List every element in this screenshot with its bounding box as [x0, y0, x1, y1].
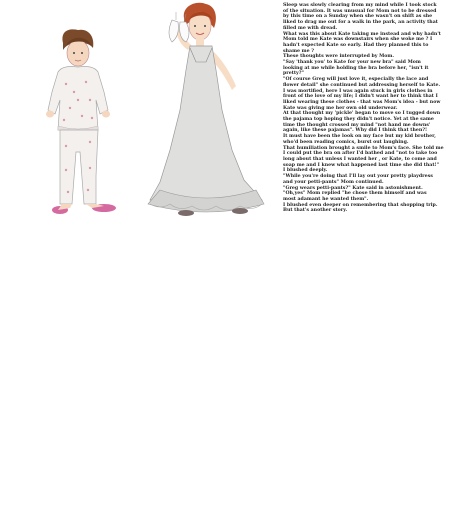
boy-in-pajamas-figure	[46, 29, 116, 214]
story-line: hadn't expected Kate so early. Had they planned this to	[283, 42, 429, 48]
story-line: At that thought my 'pickle' began to move so I tugged down	[283, 111, 441, 117]
story-line: shame me ?	[283, 48, 314, 54]
story-line: of the situation. It was unusual for Mom not to be dressed	[283, 8, 437, 14]
story-line: Mom told me Kate was downstairs when she woke me ? I	[283, 37, 433, 43]
story-line: soap me and I knew what happened last time she did that!"	[283, 162, 440, 168]
story-line: "Say 'thank you' to Kate for your new bra" said Mom	[283, 60, 421, 66]
story-line: and your petti-pants" Mom continued.	[283, 179, 384, 185]
story-line: "Of course Greg will just love it, especially the lace and	[283, 77, 429, 83]
story-line: Kate was giving me her own old underwear.	[283, 105, 398, 111]
story-line: "Oh,yes" Mom replied "he chose them himself and was	[283, 191, 427, 197]
story-line: What was this about Kate taking me instead and why hadn't	[283, 31, 441, 37]
story-line: front of the love of my life; I didn't want her to think that I	[283, 94, 438, 100]
story-line: I blushed deeply.	[283, 168, 328, 174]
story-line: Sleep was slowly clearing from my mind while I took stock	[283, 3, 437, 8]
story-line: I blushed even deeper on remembering that shopping trip.	[283, 202, 438, 208]
story-text	[283, 3, 471, 214]
story-line: It must have been the look on my face but my kid brother,	[283, 134, 436, 140]
story-line: But that's another story.	[283, 208, 348, 214]
illustration	[0, 0, 285, 236]
story-line: These thoughts were interrupted by Mom.	[283, 54, 395, 60]
story-line: most adamant he wanted them".	[283, 196, 369, 202]
story-line: liked wearing these clothes - that was Mom's idea - but now	[283, 99, 441, 105]
story-line: That humiliation brought a smile to Mom's face. She told me	[283, 145, 444, 151]
story-line: again, like these pajamas". Why did I think that then?!	[283, 128, 428, 134]
story-line: "Greg wears petti-pants?" Kate said in astonishment.	[283, 185, 423, 191]
story-line: "While you're doing that I'll lay out your pretty playdress	[283, 174, 433, 180]
story-line: I could put the bra on after I'd bathed and "not to take too	[283, 151, 438, 157]
story-line: filled me with dread.	[283, 25, 338, 31]
story-line: the pajama top hoping they didn't notice. Yet at the same	[283, 117, 434, 123]
story-line: liked to drag me out for a walk in the park, an activity that	[283, 20, 438, 26]
story-line: long about that unless I wanted her , or Kate, to come and	[283, 156, 437, 162]
story-line: who'd been reading comics, burst out laughing.	[283, 139, 409, 145]
story-line: by this time on a Sunday when she wasn't on shift as she	[283, 14, 433, 20]
story-line: looking at me while holding the bra before her, "isn't it	[283, 65, 429, 71]
story-line: time the thought crossed my mind "not hand me downs'	[283, 122, 431, 128]
story-line: flower detail" she continued but addressing herself to Kate.	[283, 82, 441, 88]
story-line: pretty?"	[283, 71, 304, 77]
story-line: I was mortified, here I was again stuck in girls clothes in	[283, 88, 433, 94]
woman-in-slip-figure	[148, 3, 264, 216]
